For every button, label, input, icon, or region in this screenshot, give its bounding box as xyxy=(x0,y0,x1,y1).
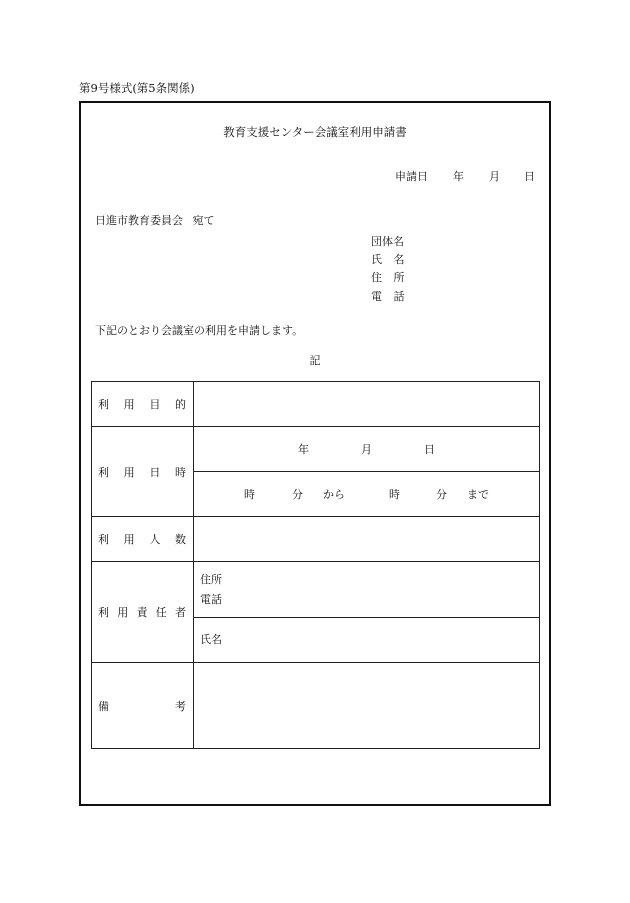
responsible-name-label: 氏名 xyxy=(200,633,222,646)
notes-field[interactable] xyxy=(194,663,540,749)
date-month: 月 xyxy=(361,443,372,456)
ki-heading: 記 xyxy=(309,354,321,367)
responsible-name-field[interactable] xyxy=(194,618,540,663)
date-day: 日 xyxy=(424,443,435,456)
applicant-address-label: 住 所 xyxy=(371,271,405,284)
purpose-field[interactable] xyxy=(194,382,540,427)
applicant-group-label: 団体名 xyxy=(371,235,404,248)
purpose-label: 利用目的 xyxy=(92,382,194,427)
table-row xyxy=(92,427,540,472)
application-date-month: 月 xyxy=(489,170,500,183)
time-until: まで xyxy=(467,488,489,501)
date-field[interactable] xyxy=(194,427,540,472)
applicant-phone-label: 電 話 xyxy=(371,290,405,303)
table-row xyxy=(92,382,540,427)
form-number: 第9号様式(第5条関係) xyxy=(79,81,195,95)
table-row xyxy=(92,517,540,562)
usage-table xyxy=(91,381,540,749)
table-row xyxy=(92,663,540,749)
time-hour-start: 時 xyxy=(244,488,255,501)
responsible-contact-field[interactable] xyxy=(194,562,540,618)
addressee: 日進市教育委員会 宛て xyxy=(95,214,215,227)
time-hour-end: 時 xyxy=(389,488,400,501)
count-field[interactable] xyxy=(194,517,540,562)
date-year: 年 xyxy=(298,443,309,456)
table-row xyxy=(92,562,540,618)
applicant-name-label: 氏 名 xyxy=(371,253,405,266)
responsible-label: 利用責任者 xyxy=(92,562,194,663)
application-date-day: 日 xyxy=(524,170,535,183)
datetime-label: 利用日時 xyxy=(92,427,194,517)
count-label: 利用人数 xyxy=(92,517,194,562)
time-minute-end: 分 xyxy=(436,488,447,501)
application-date-label: 申請日 xyxy=(395,170,428,183)
responsible-address-label: 住所 xyxy=(200,572,222,586)
time-from: から xyxy=(323,488,345,501)
notes-label: 備考 xyxy=(92,663,194,749)
application-date-year: 年 xyxy=(453,170,464,183)
time-minute-start: 分 xyxy=(292,488,303,501)
responsible-phone-label: 電話 xyxy=(200,592,222,606)
document-title: 教育支援センター会議室利用申請書 xyxy=(223,125,407,139)
request-text: 下記のとおり会議室の利用を申請します。 xyxy=(95,324,304,337)
time-field[interactable] xyxy=(194,472,540,517)
